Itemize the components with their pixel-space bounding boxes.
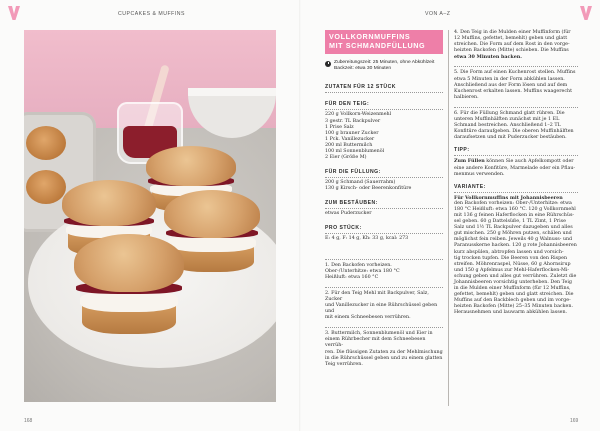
section-heading: ZUM BESTÄUBEN: [325,200,443,209]
yield-heading: ZUTATEN FÜR 12 STÜCK [325,84,443,93]
v-logo-icon [8,6,20,20]
page-number-right: 169 [570,418,579,424]
ingredient: 220 g Vollkorn-Weizenmehl [325,112,392,118]
ingredient: 100 g brauner Zucker [325,130,379,136]
ingredient-list [325,112,443,161]
ingredient-list [325,180,443,192]
recipe-column-right [454,30,578,317]
recipe-title: VOLLKORNMUFFINS MIT SCHMANDFÜLLUNG [325,30,443,54]
section-heading: PRO STÜCK: [325,225,443,234]
recipe-column-left [325,30,443,374]
gutter-shadow [299,0,301,431]
ingredient: 1 Prise Salz [325,124,354,130]
tip-text: Zum Füllen können Sie auch Apfelkompott oder eine andere Konfitüre, Marmelade oder ein Pflau- menmus verwenden. [454,158,576,177]
ingredient-list [325,211,443,217]
column-rule [448,30,449,406]
ingredient: 130 g Kirsch- oder Beerenkonfitüre [325,186,412,192]
step-1: 1. Den Backofen vorheizen. Ober-/Unterhitze: etwa 180 °C Heißluft: etwa 160 °C [325,262,400,280]
variant-text: Für Vollkornmuffins mit Johannisbeeren den Backofen vorheizen: Ober-/Unterhitze: etwa 180 °C Heißluft: etwa 160 °C. 120 g Vollkornmehl mit 136 g feinen Haferflocken in eine Rührschüs- sel geben. 60 g Dattelsüße, 1 TL Zimt, 1 Prise Salz und 1½ TL Backpulver dazugeben und alles gut mischen. 250 g Möhren putzen, schälen und möglichst fein reiben. Jeweils 40 g Walnuss- und Paranusskerne hacken. 120 g rote Johannisbeeren kurz abspülen, abtropfen lassen und vorsich- tig trocken tupfen. Die Beeren von den Rispen streifen. Möhrenraspel, Nüsse, 60 g Ahornsirup und 150 g Apfelmus zur Mehl-Haferflocken-Mi- schung geben und alles gut verrühren. Zuletzt die Johannisbeeren vorsichtig unterheben. Den Teig in die Mulden einer Muffinform (für 12 Muffins, gefettet, bemehlt) geben und glatt streichen. Die Muffins auf den Backblech geben und im vorge- heizten Backofen (Mitte) 25–35 Minuten backen. Herausnehmen und lauwarm abkühlen lassen. [454,194,577,316]
recipe-page [306,0,600,431]
running-header-left: CUPCAKES & MUFFINS [118,11,185,17]
ingredient: 3 gestr. TL Backpulver [325,118,381,124]
nutrition-info: E: 4 g, F: 14 g, Kh: 33 g, kcal: 273 [325,236,409,242]
step-5: 5. Die Form auf einen Kuchenrost stellen. Muffins etwa 5 Minuten in der Form abkühlen lassen. Anschließend aus der Form lösen und auf dem Kuchenrost erkalten lassen. Muffins waagerecht halbieren. [454,70,576,100]
step-3: 3. Buttermilch, Sonnenblumenöl und Eier in einem Rührbecher mit dem Schneebesen verrüh- ren. Die flüssigen Zutaten zu der Mehlmischung in die Rührschüssel geben und zu einem glatten Teig verrühren. [325,331,443,367]
section-heading: FÜR DIE FÜLLUNG: [325,169,443,178]
step-6: 6. Für die Füllung Schmand glatt rühren. Die unteren Muffinhälften zunächst mit je 1 EL Schmand bestreichen. Anschließend 1–2 TL Konfitüre daraufgeben. Die oberen Muffinhälften daraufsetzen und mit Puderzucker bestäuben. [454,110,574,141]
muffin-photo [24,30,276,402]
section-heading: FÜR DEN TEIG: [325,101,443,110]
clock-icon [325,61,331,67]
running-header-right: VON A–Z [425,11,451,17]
prep-info: Zubereitungszeit: 25 Minuten, ohne Abkühlzeit Backzeit: etwa 30 Minuten [325,60,443,73]
page-number-left: 168 [24,418,33,424]
step-4: 4. Den Teig in die Mulden einer Muffinform (für 12 Muffins, gefettet, bemehlt) geben und glatt streichen. Die Form auf dem Rost in den vorge- heizten Backofen (Mitte) schieben. Die Muffins etwa 30 Minuten backen. [454,30,571,61]
step-2: 2. Für den Teig Mehl mit Backpulver, Salz, Zucker und Vanillezucker in eine Rührschüssel geben und mit einem Schneebesen verrühren. [325,290,438,321]
ingredient: 1 Pck. Vanillezucker [325,136,375,142]
ingredient: 100 ml Sonnenblumenöl [325,148,385,154]
ingredient: 2 Eier (Größe M) [325,155,367,161]
ingredient: 200 ml Buttermilch [325,142,373,148]
ingredient: 200 g Schmand (Sauerrahm) [325,180,396,186]
tip-heading: TIPP: [454,147,578,156]
variant-heading: VARIANTE: [454,184,578,193]
ingredient: etwas Puderzucker [325,211,372,217]
